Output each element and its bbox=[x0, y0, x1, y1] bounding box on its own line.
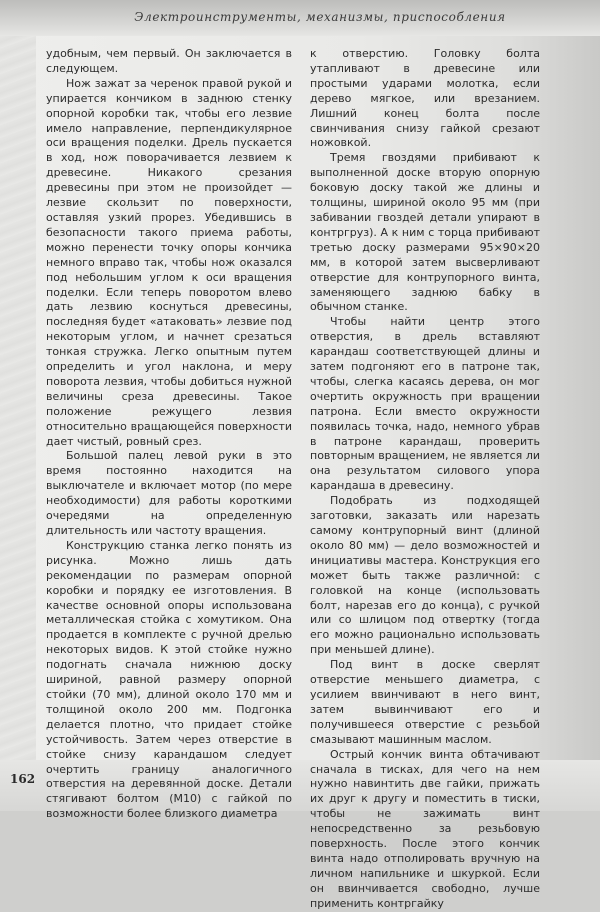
left-column bbox=[46, 47, 292, 822]
page-number: 162 bbox=[10, 772, 36, 786]
paragraph: Конструкцию станка легко понять из рисунка. Можно лишь дать рекомендации по размерам опорной коробки и порядку ее изготовления. В качестве основной опоры использована металлическая стойка с хомутиком. Она продается в комплекте с ручной дрелью некоторых видов. К этой стойке нужно подогнать сначала нижнюю доску шириной, равной размеру опорной стойки (70 мм), длиной около 170 мм и толщиной около 200 мм. Подгонка делается плотно, что придает стойке устойчивость. Затем через отверстие в стойке снизу карандашом следует очертить границу аналогичного отверстия на деревянной доске. Детали стягивают болтом (М10) с гайкой по возможности более близкого диаметра bbox=[46, 538, 292, 821]
decorative-margin bbox=[0, 36, 36, 776]
running-title: Электроинструменты, механизмы, приспособления bbox=[134, 10, 506, 24]
paragraph: Большой палец левой руки в это время постоянно находится на выключателе и включает мотор (по мере необходимости) для работы короткими очередями на определенную длительность или частоту вращения. bbox=[46, 449, 292, 537]
paragraph: Тремя гвоздями прибивают к выполненной доске вторую опорную боковую доску такой же длины и толщины, шириной около 95 мм (при забивании гвоздей детали упирают в контргруз). А к ним с торца прибивают третью доску размерами 95×90×20 мм, в которой затем высверливают отверстие для контрупорного винта, заменяющего заднюю бабку в обычном станке. bbox=[310, 151, 540, 314]
paragraph: к отверстию. Головку болта утапливают в древесине или простыми ударами молотка, если дерево мягкое, или врезанием. Лишний конец болта после свинчивания снизу гайкой срезают ножовкой. bbox=[310, 47, 540, 150]
paragraph: Острый кончик винта обтачивают сначала в тисках, для чего на нем нужно навинтить две гайки, прижать их друг к другу и поместить в тиски, чтобы не зажимать винт непосредственно за резьбовую поверхность. После этого кончик винта надо отполировать вручную на личном напильнике и шкуркой. Если он ввинчивается свободно, лучше применить контргайку bbox=[310, 747, 540, 910]
paragraph: удобным, чем первый. Он заключается в следующем. bbox=[46, 47, 292, 75]
paragraph: Подобрать из подходящей заготовки, заказать или нарезать самому контрупорный винт (длиной около 80 мм) — дело возможностей и инициативы мастера. Конструкция его может быть также различной: с головкой на конце (использовать болт, нарезав его до конца), с ручкой или со шлицом под отвертку (тогда его можно рационально использовать при меньшей длине). bbox=[310, 494, 540, 657]
paragraph: Под винт в доске сверлят отверстие меньшего диаметра, с усилием ввинчивают в него винт, затем вывинчивают его и получившееся отверстие с резьбой смазывают машинным маслом. bbox=[310, 658, 540, 746]
right-column bbox=[310, 47, 540, 912]
paragraph: Нож зажат за черенок правой рукой и упирается кончиком в заднюю стенку опорной коробки так, чтобы его лезвие имело направление, перпендикулярное оси вращения поделки. Дрель пускается в ход, нож поворачивается лезвием к древесине. Никакого срезания древесины при этом не произойдет — лезвие скользит по поверхности, оставляя узкий прорез. Убедившись в безопасности такого приема работы, можно перенести точку опоры кончика немного вправо так, чтобы нож оказался под небольшим углом к оси вращения поделки. Если теперь поворотом влево дать лезвию коснуться древесины, последняя будет «атаковать» лезвие под некоторым углом, и начнет срезаться тонкая стружка. Легко опытным путем определить и угол наклона, и меру поворота лезвия, чтобы добиться нужной величины среза древесины. Такое положение режущего лезвия относительно вращающейся поверхности дает чистый, ровный срез. bbox=[46, 76, 292, 448]
paragraph: Чтобы найти центр этого отверстия, в дрель вставляют карандаш соответствующей длины и затем подгоняют его в патроне так, чтобы, слегка касаясь дерева, он мог очертить окружность при вращении патрона. Если вместо окружности появилась точка, надо, немного убрав в патроне карандаш, проверить повторным вращением, не является ли она результатом силового упора карандаша в древесину. bbox=[310, 315, 540, 493]
